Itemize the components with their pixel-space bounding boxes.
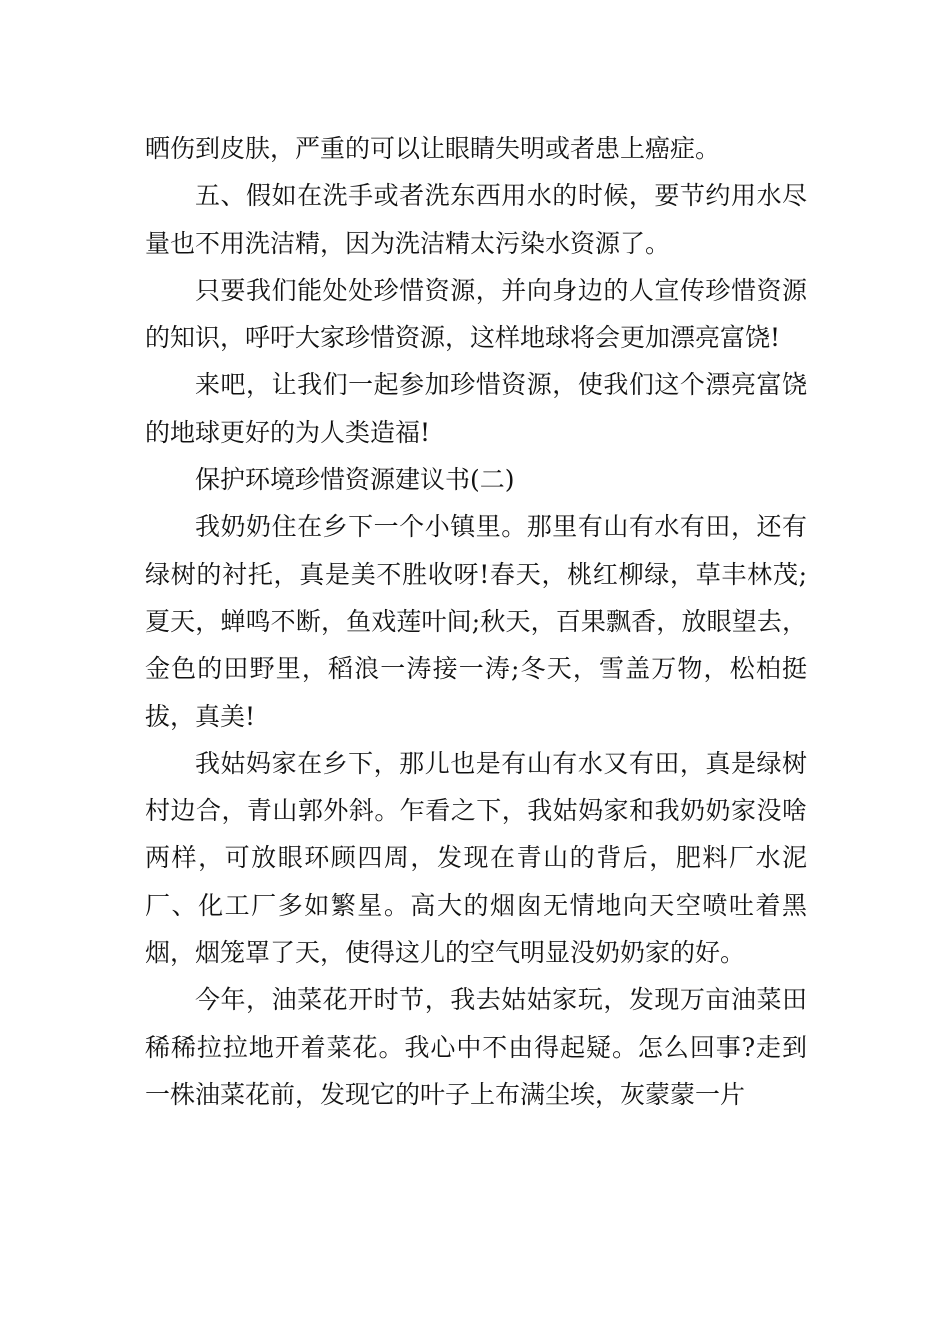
- document-body: [145, 125, 807, 1118]
- paragraph-aunt-home: 我姑妈家在乡下，那儿也是有山有水又有田，真是绿树村边合，青山郭外斜。乍看之下，我姑妈家和我奶奶家没啥两样，可放眼环顾四周，发现在青山的背后，肥料厂水泥厂、化工厂多如繁星。高大的烟囱无情地向天空喷吐着黑烟，烟笼罩了天，使得这儿的空气明显没奶奶家的好。: [145, 748, 807, 968]
- paragraph-closing: 来吧，让我们一起参加珍惜资源，使我们这个漂亮富饶的地球更好的为人类造福!: [145, 370, 807, 447]
- paragraph-continuation: 晒伤到皮肤，严重的可以让眼睛失明或者患上癌症。: [145, 134, 721, 163]
- section-title: 保护环境珍惜资源建议书(二): [195, 465, 515, 495]
- paragraph-grandma-town: 我奶奶住在乡下一个小镇里。那里有山有水有田，还有绿树的衬托，真是美不胜收呀!春天，桃红柳绿，草丰林茂;夏天，蝉鸣不断，鱼戏莲叶间;秋天，百果飘香，放眼望去，金色的田野里，稻浪一涛接一涛;冬天，雪盖万物，松柏挺拔，真美!: [145, 512, 807, 731]
- paragraph-item-five: 五、假如在洗手或者洗东西用水的时候，要节约用水尽量也不用洗洁精，因为洗洁精太污染水资源了。: [145, 181, 807, 258]
- paragraph-appeal: 只要我们能处处珍惜资源，并向身边的人宣传珍惜资源的知识，呼吁大家珍惜资源，这样地球将会更加漂亮富饶!: [145, 275, 807, 353]
- paragraph-rapeseed: 今年，油菜花开时节，我去姑姑家玩，发现万亩油菜田稀稀拉拉地开着菜花。我心中不由得起疑。怎么回事?走到一株油菜花前，发现它的叶子上布满尘埃，灰蒙蒙一片: [145, 985, 807, 1109]
